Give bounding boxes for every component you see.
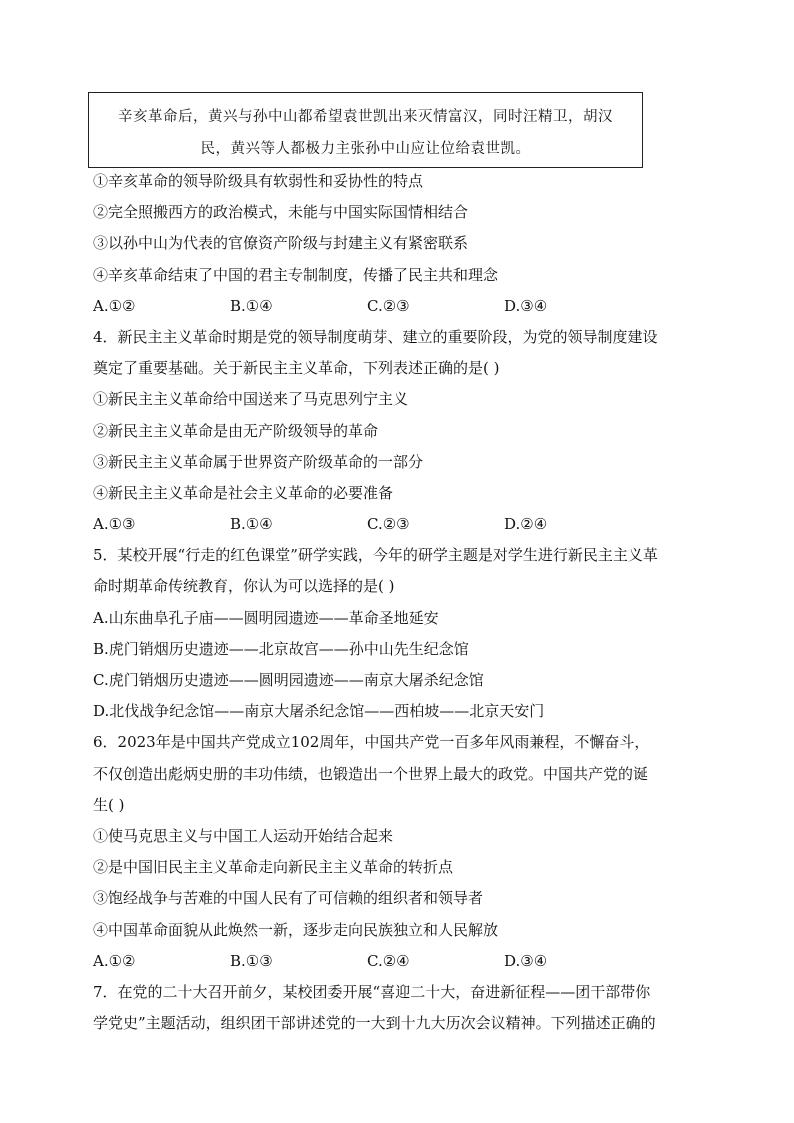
q4-statement-4: ④新民主主义革命是社会主义革命的必要准备: [93, 483, 394, 502]
q5-stem-line-1: 5．某校开展“行走的红色课堂”研学实践，今年的研学主题是对学生进行新民主主义革: [93, 546, 658, 565]
q5-stem-line-2: 命时期革命传统教育，你认为可以选择的是( ): [93, 577, 395, 596]
q6-stem-line-1: 6．2023年是中国共产党成立102周年，中国共产党一百多年风雨兼程，不懈奋斗，: [93, 733, 650, 752]
q4-option-a[interactable]: A.①③: [93, 515, 136, 534]
q3-option-b[interactable]: B.①④: [230, 296, 273, 315]
q6-stem-line-2: 不仅创造出彪炳史册的丰功伟绩，也锻造出一个世界上最大的政党。中国共产党的诞: [93, 764, 649, 783]
q3-option-a[interactable]: A.①②: [93, 296, 136, 315]
q3-option-d[interactable]: D.③④: [504, 296, 548, 315]
q6-option-c[interactable]: C.②④: [367, 951, 410, 970]
q6-statement-4: ④中国革命面貌从此焕然一新，逐步走向民族独立和人民解放: [93, 920, 499, 939]
q4-option-c[interactable]: C.②③: [367, 515, 410, 534]
q6-statement-3: ③饱经战争与苦难的中国人民有了可信赖的组织者和领导者: [93, 889, 484, 908]
q6-statement-1: ①使马克思主义与中国工人运动开始结合起来: [93, 826, 394, 845]
q4-stem-line-2: 奠定了重要基础。关于新民主主义革命，下列表述正确的是( ): [93, 359, 500, 378]
q3-statement-1: ①辛亥革命的领导阶级具有软弱性和妥协性的特点: [93, 172, 424, 190]
q4-statement-3: ③新民主主义革命属于世界资产阶级革命的一部分: [93, 452, 424, 471]
q3-statement-2: ②完全照搬西方的政治模式，未能与中国实际国情相结合: [93, 203, 469, 222]
material-line-1: 辛亥革命后，黄兴与孙中山都希望袁世凯出来灭情富汉，同时汪精卫，胡汉: [118, 109, 613, 125]
q4-stem-line-1: 4．新民主主义革命时期是党的领导制度萌芽、建立的重要阶段，为党的领导制度建设: [93, 327, 658, 346]
q3-statement-3: ③以孙中山为代表的官僚资产阶级与封建主义有紧密联系: [93, 234, 469, 253]
q3-options: [93, 291, 703, 322]
q3-statement-4: ④辛亥革命结束了中国的君主专制制度，传播了民主共和理念: [93, 265, 499, 284]
q6-option-b[interactable]: B.①③: [230, 951, 273, 970]
q6-option-d[interactable]: D.③④: [504, 951, 548, 970]
q5-option-b[interactable]: B.虎门销烟历史遗迹——北京故宫——孙中山先生纪念馆: [93, 639, 469, 658]
q6-statement-2: ②是中国旧民主主义革命走向新民主主义革命的转折点: [93, 858, 454, 877]
q4-statement-2: ②新民主主义革命是由无产阶级领导的革命: [93, 421, 379, 440]
q5-option-a[interactable]: A.山东曲阜孔子庙——圆明园遗迹——革命圣地延安: [93, 608, 439, 627]
q4-option-b[interactable]: B.①④: [230, 515, 273, 534]
q5-option-d[interactable]: D.北伐战争纪念馆——南京大屠杀纪念馆——西柏坡——北京天安门: [93, 702, 545, 721]
q6-stem-line-3: 生( ): [93, 795, 125, 814]
material-box: [88, 92, 643, 168]
q6-option-a[interactable]: A.①②: [93, 951, 136, 970]
q4-option-d[interactable]: D.②④: [504, 515, 548, 534]
q6-options: [93, 946, 703, 977]
q4-statement-1: ①新民主主义革命给中国送来了马克思列宁主义: [93, 390, 409, 409]
q5-option-c[interactable]: C.虎门销烟历史遗迹——圆明园遗迹——南京大屠杀纪念馆: [93, 671, 484, 689]
q3-option-c[interactable]: C.②③: [367, 296, 410, 315]
question-content: [93, 166, 703, 1039]
material-line-2: 民，黄兴等人都极力主张孙中山应让位给袁世凯。: [200, 141, 531, 157]
q4-options: [93, 509, 703, 540]
q7-stem-line-1: 7．在党的二十大召开前夕，某校团委开展“喜迎二十大，奋进新征程——团干部带你: [93, 982, 651, 1001]
q7-stem-line-2: 学党史”主题活动，组织团干部讲述党的一大到十九大历次会议精神。下列描述正确的: [93, 1014, 656, 1033]
